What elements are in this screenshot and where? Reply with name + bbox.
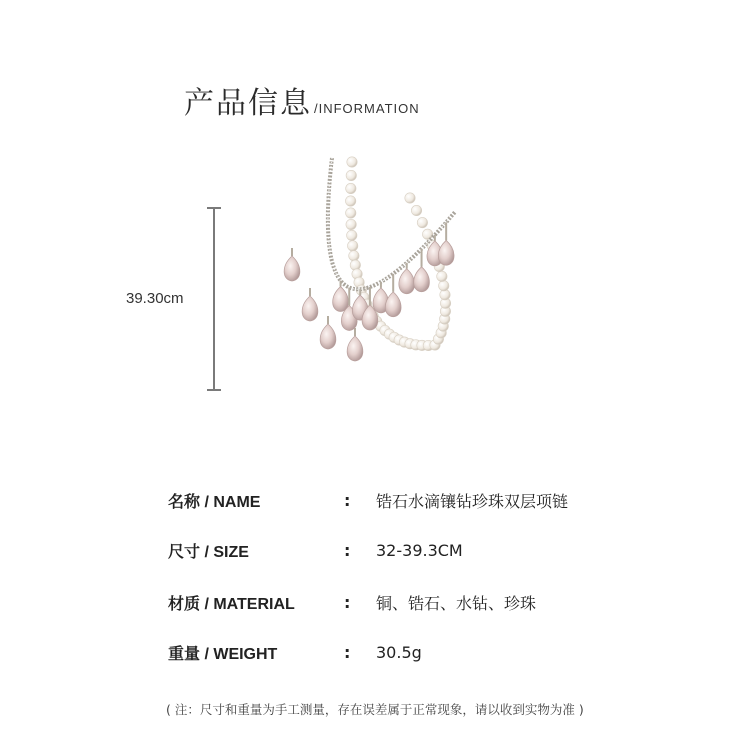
spec-label: 重量 / WEIGHT (168, 645, 278, 663)
section-title: 产品信息 (184, 86, 312, 121)
pearl-bead (347, 241, 357, 251)
crystal-drop (302, 296, 318, 321)
crystal-drop (320, 324, 336, 349)
spec-colon: : (344, 592, 351, 612)
pearl-bead (411, 205, 421, 215)
pearl-bead (349, 251, 359, 261)
necklace-image (250, 150, 540, 450)
spec-value: 32-39.3CM (376, 540, 463, 560)
crystal-drop (333, 287, 349, 312)
spec-value: 30.5g (376, 642, 422, 662)
spec-row-size (168, 538, 463, 562)
section-subtitle: /INFORMATION (314, 101, 420, 116)
crystal-drop (284, 256, 300, 281)
pearl-bead (346, 219, 356, 229)
spec-label: 材质 / MATERIAL (168, 595, 295, 613)
pearl-bead (346, 208, 356, 218)
pearl-bead (439, 281, 449, 291)
crystal-drop (438, 240, 454, 265)
pearl-bead (346, 183, 356, 193)
spec-colon: : (344, 642, 351, 662)
spec-colon: : (344, 540, 351, 560)
dimension-label: 39.30cm (126, 290, 184, 307)
pearl-bead (417, 217, 427, 227)
pearl-bead (437, 271, 447, 281)
pearl-bead (405, 193, 415, 203)
pearl-bead (347, 157, 357, 167)
spec-value: 铜、锆石、水钻、珍珠 (376, 593, 537, 613)
crystal-drop (399, 269, 415, 294)
section-header (184, 78, 420, 122)
disclaimer-note: ( 注：尺寸和重量为手工测量，存在误差属于正常现象，请以收到实物为准 ) (166, 702, 584, 717)
dimension-ruler (207, 207, 221, 391)
spec-row-name (168, 488, 568, 512)
spec-colon: : (344, 490, 351, 510)
pearl-bead (346, 170, 356, 180)
spec-row-weight (168, 640, 422, 664)
pearl-bead (345, 196, 355, 206)
crystal-drop (414, 267, 430, 292)
crystal-drop (385, 292, 401, 317)
spec-label: 名称 / NAME (168, 493, 261, 511)
spec-label: 尺寸 / SIZE (168, 543, 249, 561)
pearl-bead (347, 230, 357, 240)
spec-value: 锆石水滴镶钻珍珠双层项链 (376, 491, 569, 511)
pearl-bead (350, 260, 360, 270)
crystal-drop (347, 336, 363, 361)
spec-row-material (168, 590, 536, 614)
